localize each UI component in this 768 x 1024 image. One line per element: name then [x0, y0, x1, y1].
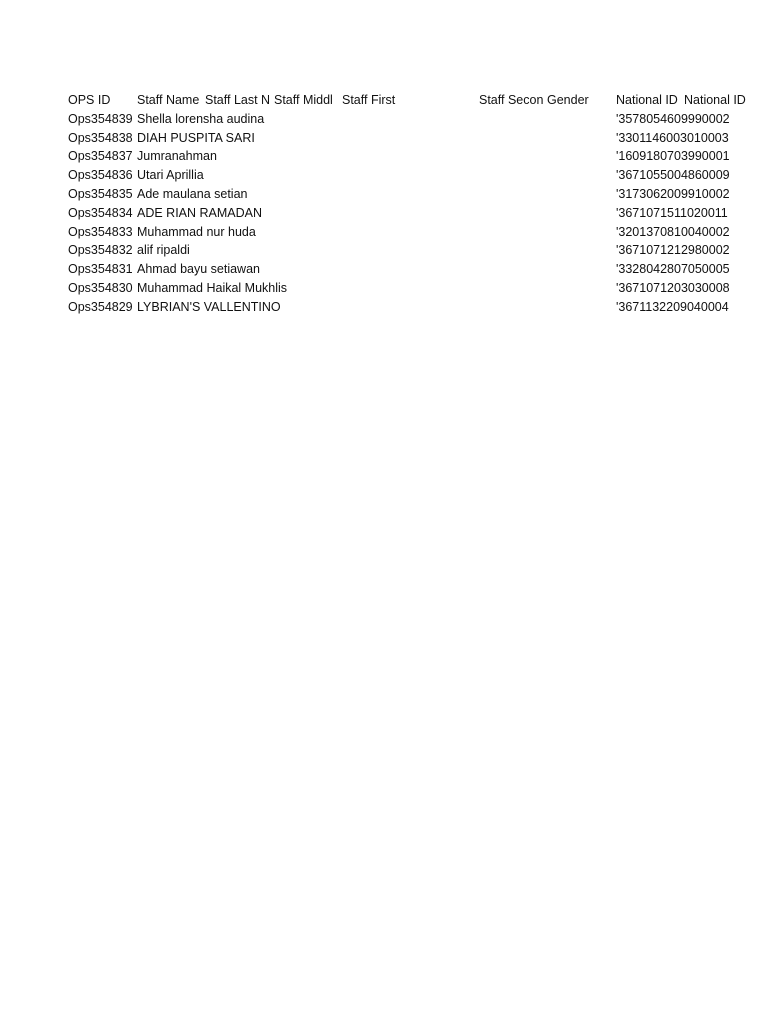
- cell-national-id: '3201370810040002: [616, 224, 730, 239]
- cell-staff-name: Ade maulana setian: [137, 186, 248, 201]
- cell-staff-name: Utari Aprillia: [137, 168, 204, 183]
- cell-staff-name: Muhammad Haikal Mukhlis: [137, 280, 288, 295]
- header-staff-middle-name: Staff Middl: [274, 93, 333, 107]
- header-staff-name: Staff Name: [137, 93, 200, 107]
- cell-national-id: '3328042807050005: [616, 262, 730, 277]
- cell-staff-name: ADE RIAN RAMADAN: [137, 205, 263, 220]
- cell-national-id: '3671055004860009: [616, 168, 730, 183]
- cell-national-id: '3301146003010003: [616, 130, 729, 145]
- cell-ops-id: Ops354830: [68, 280, 133, 295]
- cell-ops-id: Ops354829: [68, 299, 133, 314]
- header-ops-id: OPS ID: [68, 93, 111, 107]
- cell-ops-id: Ops354832: [68, 243, 133, 258]
- cell-ops-id: Ops354834: [68, 205, 133, 220]
- cell-staff-name: LYBRIAN'S VALLENTINO: [137, 299, 281, 314]
- header-staff-first-name: Staff First: [342, 93, 396, 107]
- cell-national-id: '3578054609990002: [616, 111, 730, 126]
- cell-national-id: '3671132209040004: [616, 299, 729, 314]
- cell-ops-id: Ops354831: [68, 262, 133, 277]
- cell-national-id: '3671071203030008: [616, 280, 730, 295]
- header-national-id: National ID: [616, 93, 678, 107]
- cell-staff-name: Jumranahman: [137, 149, 217, 164]
- cell-national-id: '3173062009910002: [616, 186, 730, 201]
- cell-ops-id: Ops354838: [68, 130, 133, 145]
- header-gender: Gender: [547, 93, 589, 107]
- header-staff-last-name: Staff Last N: [205, 93, 271, 107]
- cell-ops-id: Ops354833: [68, 224, 133, 239]
- cell-national-id: '3671071212980002: [616, 243, 730, 258]
- cell-staff-name: alif ripaldi: [137, 243, 190, 258]
- cell-staff-name: Shella lorensha audina: [137, 111, 265, 126]
- cell-staff-name: Ahmad bayu setiawan: [137, 262, 260, 277]
- cell-ops-id: Ops354839: [68, 111, 133, 126]
- cell-ops-id: Ops354835: [68, 186, 133, 201]
- header-national-id-2: National ID: [684, 93, 746, 107]
- cell-staff-name: Muhammad nur huda: [137, 224, 256, 239]
- cell-ops-id: Ops354836: [68, 168, 133, 183]
- cell-ops-id: Ops354837: [68, 149, 133, 164]
- cell-national-id: '1609180703990001: [616, 149, 730, 164]
- cell-staff-name: DIAH PUSPITA SARI: [137, 130, 255, 145]
- cell-national-id: '3671071511020011: [616, 205, 728, 220]
- header-staff-second-name: Staff Secon: [479, 93, 544, 107]
